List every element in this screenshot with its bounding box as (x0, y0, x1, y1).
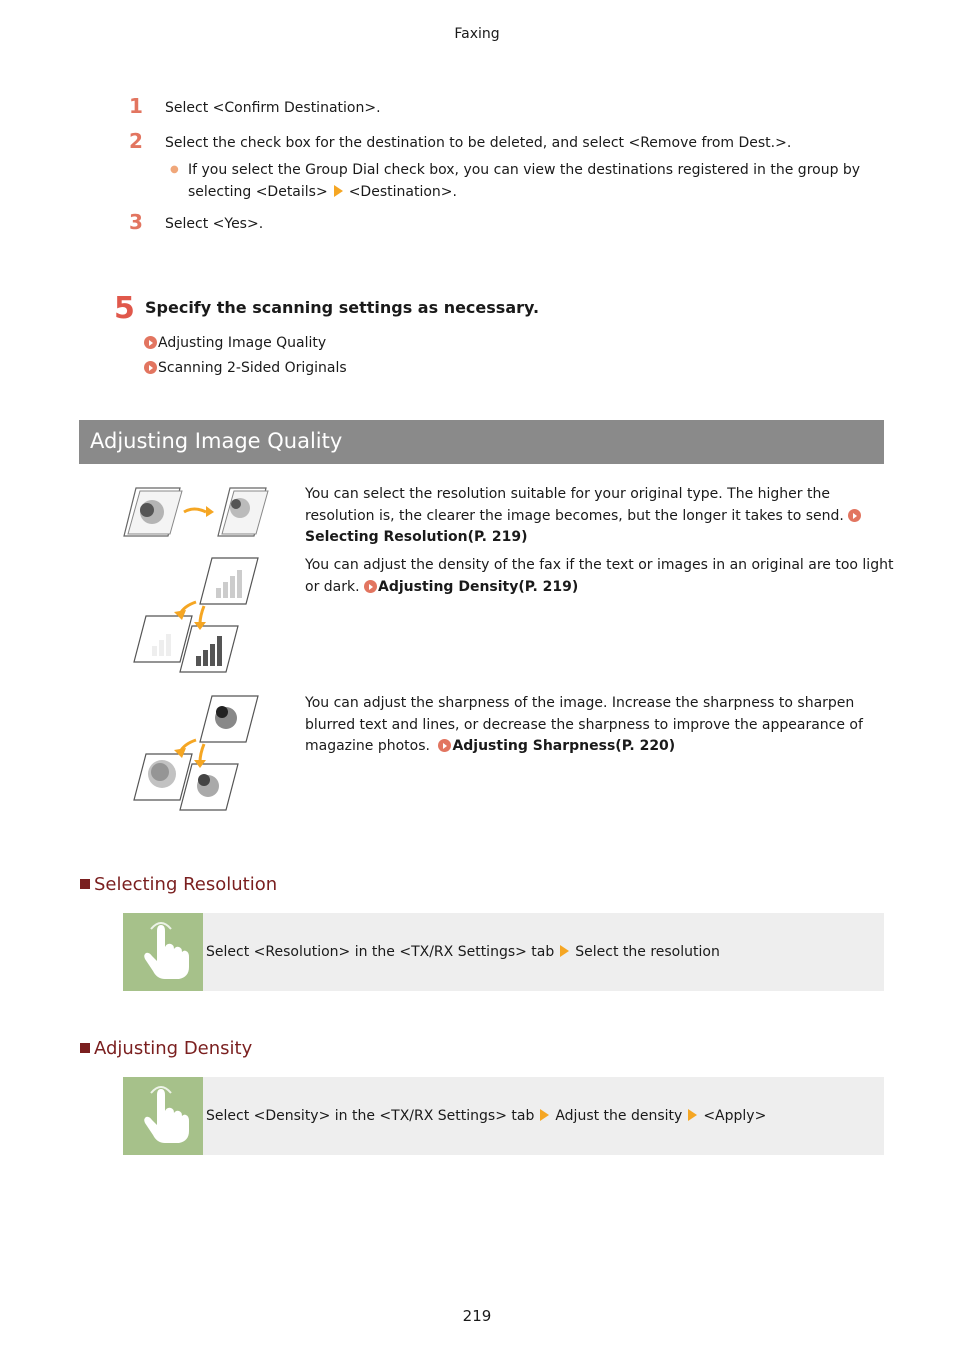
procedure-box (123, 1077, 884, 1155)
note-text: selecting <Details> (188, 184, 328, 200)
feature-text: You can select the resolution suitable for your original type. The higher the (305, 486, 830, 502)
feature-text: You can adjust the density of the fax if the text or images in an original are too light (305, 557, 894, 573)
touch-hand-icon (123, 913, 203, 991)
square-bullet-icon (80, 1043, 90, 1053)
sharpness-illustration (130, 694, 262, 816)
running-header: Faxing (454, 26, 500, 42)
feature-text-line (305, 576, 578, 598)
link-arrow-icon (848, 509, 861, 522)
feature-text: You can adjust the sharpness of the image. Increase the sharpness to sharpen (305, 695, 855, 711)
subsection-heading: Adjusting Density (80, 1038, 252, 1059)
subsection-heading: Selecting Resolution (80, 874, 277, 895)
substep-number: 2 (129, 129, 143, 153)
step-title: Specify the scanning settings as necessary. (145, 298, 540, 317)
substep-text: Select <Confirm Destination>. (165, 100, 381, 116)
link-adjusting-sharpness[interactable]: Adjusting Sharpness(P. 220) (438, 738, 675, 754)
feature-text-line (305, 505, 862, 527)
resolution-illustration (122, 484, 272, 542)
substep-text: Select <Yes>. (165, 216, 264, 232)
feature-text: resolution is, the clearer the image becomes, but the longer it takes to send. (305, 508, 844, 524)
link-arrow-icon (144, 361, 157, 374)
arrow-right-icon (334, 185, 343, 197)
link-arrow-icon (364, 580, 377, 593)
substep-text: Select the check box for the destination to be deleted, and select <Remove from Dest.>. (165, 135, 792, 151)
section-banner (79, 420, 884, 464)
feature-text-line (305, 735, 675, 757)
arrow-right-icon (560, 945, 569, 957)
procedure-box (123, 913, 884, 991)
feature-text: blurred text and lines, or decrease the sharpness to improve the appearance of (305, 717, 863, 733)
step-number: 5 (114, 291, 135, 326)
link-arrow-icon (438, 739, 451, 752)
density-illustration (130, 556, 262, 678)
note-line (188, 181, 457, 203)
link-adjusting-density[interactable]: Adjusting Density(P. 219) (364, 579, 578, 595)
page-number: 219 (462, 1307, 492, 1325)
note-line: If you select the Group Dial check box, you can view the destinations registered in the group by (188, 162, 861, 178)
substep-number: 3 (129, 210, 143, 234)
link-arrow-icon (144, 336, 157, 349)
arrow-right-icon (540, 1109, 549, 1121)
section-title: Adjusting Image Quality (90, 429, 343, 453)
arrow-right-icon (688, 1109, 697, 1121)
procedure-text: Select <Density> in the <TX/RX Settings> tab Adjust the density <Apply> (206, 1108, 767, 1124)
link-selecting-resolution[interactable]: Selecting Resolution(P. 219) (305, 529, 528, 545)
feature-text: or dark. (305, 579, 360, 595)
touch-hand-icon (123, 1077, 203, 1155)
link-scanning-2-sided[interactable]: Scanning 2-Sided Originals (144, 357, 347, 379)
substep-number: 1 (129, 94, 143, 118)
note-text: <Destination>. (348, 184, 457, 200)
square-bullet-icon (80, 879, 90, 889)
procedure-text: Select <Resolution> in the <TX/RX Settings> tab Select the resolution (206, 944, 720, 960)
bullet-icon: ● (170, 164, 179, 175)
link-adjusting-image-quality[interactable]: Adjusting Image Quality (144, 332, 326, 354)
feature-text: magazine photos. (305, 738, 430, 754)
